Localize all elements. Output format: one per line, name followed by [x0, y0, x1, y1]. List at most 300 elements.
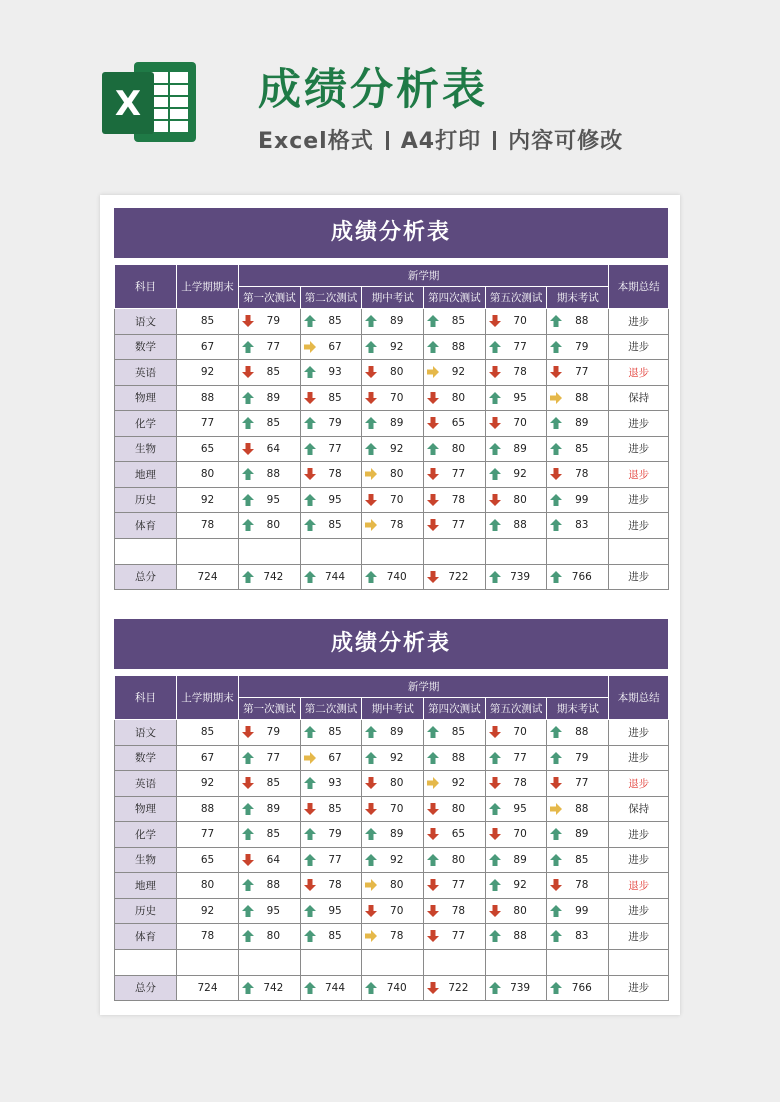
subject-cell: 总分	[115, 564, 177, 590]
score-cell	[547, 513, 609, 539]
arrow-down-icon	[427, 417, 439, 429]
header-test: 期末考试	[547, 698, 609, 720]
score-cell	[547, 309, 609, 335]
score-value: 92	[513, 468, 527, 481]
subtitle-editable: 内容可修改	[508, 129, 624, 154]
score-cell	[485, 975, 547, 1001]
score-value: 766	[571, 570, 592, 583]
arrow-up-icon	[489, 930, 501, 942]
score-cell	[424, 385, 486, 411]
score-value: 79	[328, 828, 342, 841]
score-value: 79	[328, 417, 342, 430]
score-value: 88	[575, 391, 589, 404]
result-cell: 进步	[609, 487, 669, 513]
score-value: 92	[390, 751, 404, 764]
score-cell	[547, 873, 609, 899]
score-cell	[547, 360, 609, 386]
score-cell	[239, 847, 301, 873]
header-test: 第二次测试	[300, 287, 362, 309]
blank-cell	[177, 949, 239, 975]
score-value: 85	[328, 315, 342, 328]
score-cell	[485, 487, 547, 513]
prev-score-cell: 78	[177, 513, 239, 539]
subtitle-divider	[386, 131, 389, 150]
score-value: 95	[328, 493, 342, 506]
score-cell	[547, 898, 609, 924]
score-value: 80	[390, 468, 404, 481]
score-sheet-1	[114, 208, 668, 590]
arrow-up-icon	[489, 982, 501, 994]
score-cell	[362, 487, 424, 513]
arrow-down-icon	[304, 392, 316, 404]
score-value: 80	[451, 391, 466, 404]
score-cell	[547, 564, 609, 590]
score-value: 78	[513, 366, 527, 379]
score-cell	[547, 487, 609, 513]
arrow-up-icon	[489, 854, 501, 866]
score-cell	[362, 564, 424, 590]
prev-score-cell: 85	[177, 720, 239, 746]
arrow-down-icon	[550, 879, 562, 891]
score-cell	[362, 436, 424, 462]
arrow-right-icon	[427, 366, 439, 378]
arrow-right-icon	[365, 468, 377, 480]
score-cell	[485, 334, 547, 360]
score-value: 85	[328, 726, 342, 739]
score-cell	[362, 462, 424, 488]
score-value: 739	[510, 981, 531, 994]
arrow-up-icon	[365, 854, 377, 866]
header-test: 第四次测试	[424, 698, 486, 720]
table-row	[115, 822, 669, 848]
score-cell	[362, 360, 424, 386]
score-table	[114, 675, 669, 1001]
score-value: 67	[328, 340, 342, 353]
result-cell: 退步	[609, 360, 669, 386]
header-test: 第二次测试	[300, 698, 362, 720]
score-value: 79	[575, 340, 589, 353]
score-value: 80	[390, 777, 404, 790]
arrow-up-icon	[242, 828, 254, 840]
score-cell	[424, 462, 486, 488]
score-value: 95	[266, 493, 281, 506]
score-cell	[300, 822, 362, 848]
score-cell	[547, 462, 609, 488]
arrow-up-icon	[242, 571, 254, 583]
score-value: 88	[266, 879, 281, 892]
arrow-right-icon	[365, 930, 377, 942]
score-value: 77	[451, 930, 466, 943]
score-cell	[300, 898, 362, 924]
header-test: 第五次测试	[485, 287, 547, 309]
score-value: 70	[513, 417, 527, 430]
arrow-down-icon	[550, 468, 562, 480]
score-cell	[424, 564, 486, 590]
arrow-up-icon	[365, 315, 377, 327]
score-cell	[300, 564, 362, 590]
header-new-term: 新学期	[239, 265, 609, 287]
score-value: 722	[448, 981, 469, 994]
score-cell	[547, 771, 609, 797]
score-value: 742	[263, 570, 284, 583]
score-value: 99	[575, 904, 589, 917]
score-value: 740	[386, 981, 407, 994]
arrow-down-icon	[489, 494, 501, 506]
score-cell	[239, 411, 301, 437]
subject-cell: 总分	[115, 975, 177, 1001]
arrow-down-icon	[489, 777, 501, 789]
arrow-up-icon	[427, 341, 439, 353]
score-cell	[239, 513, 301, 539]
score-value: 89	[575, 828, 589, 841]
score-cell	[239, 796, 301, 822]
arrow-up-icon	[242, 879, 254, 891]
score-cell	[239, 564, 301, 590]
arrow-up-icon	[242, 930, 254, 942]
table-row	[115, 771, 669, 797]
score-value: 88	[513, 519, 527, 532]
score-cell	[485, 564, 547, 590]
score-cell	[362, 924, 424, 950]
arrow-up-icon	[550, 571, 562, 583]
score-value: 67	[328, 751, 342, 764]
arrow-up-icon	[304, 905, 316, 917]
score-value: 80	[390, 366, 404, 379]
arrow-up-icon	[427, 726, 439, 738]
blank-cell	[362, 538, 424, 564]
arrow-up-icon	[489, 571, 501, 583]
arrow-up-icon	[489, 468, 501, 480]
arrow-right-icon	[304, 752, 316, 764]
header-test: 第四次测试	[424, 287, 486, 309]
score-cell	[239, 720, 301, 746]
arrow-down-icon	[365, 777, 377, 789]
score-value: 78	[328, 879, 342, 892]
subject-cell: 化学	[115, 411, 177, 437]
score-value: 79	[575, 751, 589, 764]
score-value: 744	[325, 981, 346, 994]
score-value: 78	[575, 879, 589, 892]
arrow-up-icon	[550, 854, 562, 866]
prev-score-cell: 92	[177, 898, 239, 924]
blank-cell	[485, 949, 547, 975]
score-value: 79	[266, 315, 281, 328]
blank-cell	[115, 538, 177, 564]
blank-cell	[609, 949, 669, 975]
score-cell	[485, 796, 547, 822]
prev-score-cell: 80	[177, 462, 239, 488]
arrow-up-icon	[365, 341, 377, 353]
score-table	[114, 264, 669, 590]
arrow-up-icon	[489, 803, 501, 815]
score-cell	[239, 385, 301, 411]
score-value: 85	[328, 802, 342, 815]
score-value: 77	[451, 879, 466, 892]
arrow-down-icon	[304, 803, 316, 815]
score-value: 80	[266, 930, 281, 943]
blank-cell	[362, 949, 424, 975]
score-value: 85	[328, 519, 342, 532]
arrow-up-icon	[489, 879, 501, 891]
arrow-down-icon	[365, 392, 377, 404]
score-value: 92	[390, 340, 404, 353]
arrow-up-icon	[304, 828, 316, 840]
score-value: 65	[451, 828, 466, 841]
arrow-down-icon	[242, 777, 254, 789]
result-cell: 进步	[609, 745, 669, 771]
prev-score-cell: 78	[177, 924, 239, 950]
subject-cell: 英语	[115, 360, 177, 386]
arrow-up-icon	[550, 494, 562, 506]
score-value: 766	[571, 981, 592, 994]
document-paper	[100, 195, 680, 1015]
arrow-down-icon	[489, 417, 501, 429]
score-cell	[424, 436, 486, 462]
score-cell	[300, 411, 362, 437]
arrow-down-icon	[242, 726, 254, 738]
score-cell	[485, 924, 547, 950]
arrow-down-icon	[427, 828, 439, 840]
arrow-down-icon	[427, 930, 439, 942]
prev-score-cell: 92	[177, 360, 239, 386]
table-row	[115, 385, 669, 411]
prev-score-cell: 77	[177, 822, 239, 848]
arrow-down-icon	[427, 468, 439, 480]
arrow-up-icon	[304, 519, 316, 531]
table-row	[115, 309, 669, 335]
score-value: 89	[390, 417, 404, 430]
arrow-up-icon	[550, 982, 562, 994]
score-cell	[300, 720, 362, 746]
score-cell	[485, 360, 547, 386]
score-cell	[362, 513, 424, 539]
score-cell	[239, 873, 301, 899]
score-value: 77	[575, 366, 589, 379]
score-cell	[362, 385, 424, 411]
blank-cell	[424, 949, 486, 975]
arrow-right-icon	[427, 777, 439, 789]
subject-cell: 体育	[115, 924, 177, 950]
result-cell: 进步	[609, 436, 669, 462]
score-value: 78	[390, 519, 404, 532]
score-value: 77	[266, 340, 281, 353]
arrow-up-icon	[365, 417, 377, 429]
table-row	[115, 360, 669, 386]
arrow-up-icon	[304, 930, 316, 942]
score-cell	[485, 745, 547, 771]
arrow-down-icon	[427, 905, 439, 917]
score-value: 65	[451, 417, 466, 430]
prev-score-cell: 92	[177, 771, 239, 797]
arrow-up-icon	[242, 468, 254, 480]
prev-score-cell: 80	[177, 873, 239, 899]
score-value: 744	[325, 570, 346, 583]
arrow-up-icon	[489, 443, 501, 455]
arrow-up-icon	[304, 315, 316, 327]
score-value: 77	[513, 340, 527, 353]
prev-score-cell: 724	[177, 975, 239, 1001]
arrow-down-icon	[489, 726, 501, 738]
result-cell: 进步	[609, 847, 669, 873]
score-cell	[362, 309, 424, 335]
score-value: 78	[513, 777, 527, 790]
arrow-up-icon	[550, 752, 562, 764]
header-test: 期末考试	[547, 287, 609, 309]
arrow-up-icon	[489, 341, 501, 353]
score-value: 70	[390, 802, 404, 815]
arrow-up-icon	[242, 982, 254, 994]
arrow-up-icon	[242, 417, 254, 429]
score-value: 77	[513, 751, 527, 764]
blank-row	[115, 538, 669, 564]
arrow-up-icon	[550, 726, 562, 738]
score-value: 80	[513, 493, 527, 506]
arrow-down-icon	[365, 905, 377, 917]
arrow-down-icon	[550, 366, 562, 378]
subtitle-divider	[493, 131, 496, 150]
arrow-down-icon	[242, 443, 254, 455]
prev-score-cell: 724	[177, 564, 239, 590]
score-cell	[362, 771, 424, 797]
score-value: 70	[390, 391, 404, 404]
subject-cell: 生物	[115, 436, 177, 462]
score-cell	[485, 309, 547, 335]
arrow-down-icon	[242, 854, 254, 866]
score-cell	[547, 436, 609, 462]
arrow-down-icon	[304, 468, 316, 480]
prev-score-cell: 65	[177, 847, 239, 873]
blank-cell	[609, 538, 669, 564]
arrow-right-icon	[304, 341, 316, 353]
blank-cell	[177, 538, 239, 564]
score-value: 85	[266, 366, 281, 379]
score-value: 88	[266, 468, 281, 481]
score-cell	[362, 822, 424, 848]
score-cell	[300, 924, 362, 950]
score-value: 92	[513, 879, 527, 892]
score-value: 722	[448, 570, 469, 583]
score-cell	[424, 924, 486, 950]
arrow-down-icon	[304, 879, 316, 891]
score-cell	[362, 873, 424, 899]
result-cell: 进步	[609, 309, 669, 335]
arrow-down-icon	[427, 519, 439, 531]
score-cell	[239, 898, 301, 924]
subtitle-format: Excel格式	[258, 129, 374, 154]
sheet-title: 成绩分析表	[114, 208, 668, 258]
score-cell	[424, 360, 486, 386]
blank-row	[115, 949, 669, 975]
score-value: 70	[390, 904, 404, 917]
score-value: 78	[451, 904, 466, 917]
score-value: 92	[451, 777, 466, 790]
score-cell	[424, 847, 486, 873]
result-cell: 保持	[609, 796, 669, 822]
arrow-up-icon	[304, 982, 316, 994]
prev-score-cell: 88	[177, 796, 239, 822]
arrow-up-icon	[365, 828, 377, 840]
result-cell: 进步	[609, 334, 669, 360]
score-cell	[424, 720, 486, 746]
score-value: 89	[266, 391, 281, 404]
arrow-right-icon	[365, 879, 377, 891]
score-cell	[239, 975, 301, 1001]
header-new-term: 新学期	[239, 676, 609, 698]
table-row	[115, 796, 669, 822]
score-cell	[362, 720, 424, 746]
arrow-up-icon	[365, 571, 377, 583]
score-cell	[485, 847, 547, 873]
score-cell	[300, 334, 362, 360]
score-cell	[239, 771, 301, 797]
header-test: 期中考试	[362, 698, 424, 720]
arrow-down-icon	[365, 366, 377, 378]
arrow-up-icon	[365, 443, 377, 455]
prev-score-cell: 77	[177, 411, 239, 437]
score-cell	[362, 975, 424, 1001]
arrow-up-icon	[242, 341, 254, 353]
blank-cell	[547, 538, 609, 564]
score-cell	[424, 898, 486, 924]
score-cell	[485, 898, 547, 924]
subject-cell: 体育	[115, 513, 177, 539]
score-cell	[547, 975, 609, 1001]
score-cell	[300, 462, 362, 488]
score-cell	[547, 847, 609, 873]
score-value: 78	[575, 468, 589, 481]
score-value: 99	[575, 493, 589, 506]
header-test: 第一次测试	[239, 287, 301, 309]
score-value: 739	[510, 570, 531, 583]
arrow-up-icon	[550, 828, 562, 840]
arrow-up-icon	[427, 315, 439, 327]
arrow-up-icon	[242, 392, 254, 404]
table-row	[115, 487, 669, 513]
score-value: 95	[513, 391, 527, 404]
score-value: 83	[575, 519, 589, 532]
header-test: 期中考试	[362, 287, 424, 309]
header-test: 第五次测试	[485, 698, 547, 720]
score-value: 85	[266, 417, 281, 430]
score-value: 93	[328, 366, 342, 379]
score-cell	[424, 411, 486, 437]
score-cell	[239, 309, 301, 335]
subject-cell: 英语	[115, 771, 177, 797]
svg-text:X: X	[114, 84, 142, 124]
score-cell	[362, 796, 424, 822]
prev-score-cell: 92	[177, 487, 239, 513]
score-value: 80	[451, 853, 466, 866]
score-value: 85	[266, 828, 281, 841]
subject-cell: 化学	[115, 822, 177, 848]
total-row	[115, 975, 669, 1001]
blank-cell	[300, 949, 362, 975]
arrow-down-icon	[365, 494, 377, 506]
score-cell	[424, 822, 486, 848]
arrow-up-icon	[304, 854, 316, 866]
table-row	[115, 411, 669, 437]
arrow-down-icon	[427, 571, 439, 583]
arrow-up-icon	[304, 571, 316, 583]
score-cell	[300, 771, 362, 797]
score-cell	[547, 745, 609, 771]
score-value: 80	[513, 904, 527, 917]
subtitle-print: A4打印	[400, 129, 482, 154]
score-cell	[485, 436, 547, 462]
score-cell	[300, 796, 362, 822]
score-value: 78	[451, 493, 466, 506]
score-value: 89	[513, 442, 527, 455]
